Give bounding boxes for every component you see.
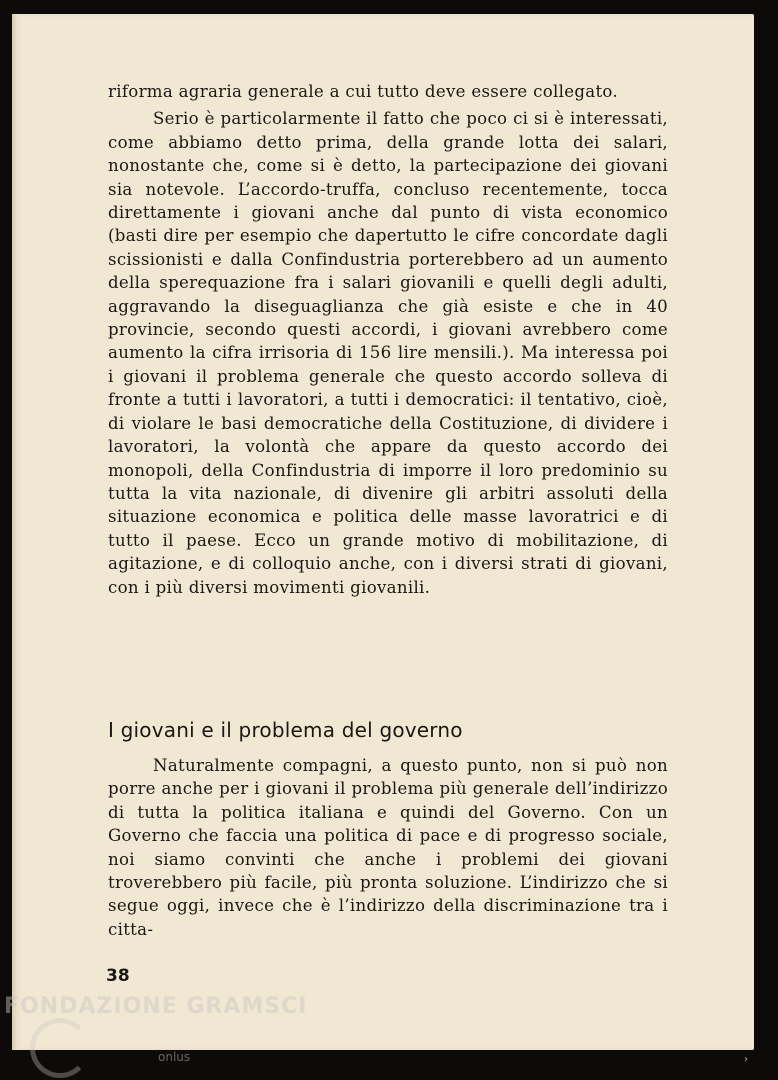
watermark-subtext: onlus xyxy=(158,1050,191,1064)
paragraph-continued: riforma agraria generale a cui tutto deve essere collegato. xyxy=(108,82,619,101)
watermark-logo-icon xyxy=(30,1018,90,1078)
paragraph-section: Naturalmente compagni, a questo punto, non si può non porre anche per i giovani il problema più generale dell’indirizzo di tutta la politica italiana e quindi del Governo. Con un Governo che faccia una politica di pace e di progresso sociale, noi siamo convinti che anche i problemi dei giovani troverebbero più facile, più pronta soluzione. L’indirizzo che si segue oggi, invece che è l’indirizzo della discriminazione tra i citta- xyxy=(108,756,668,939)
paragraph-main: Serio è particolarmente il fatto che poco ci si è interessati, come abbiamo detto prima, della grande lotta dei salari, nonostante che, come si è detto, la partecipazione dei giovani sia notevole. L’accordo-truffa, concluso recentemente, tocca direttamente i giovani anche dal punto di vista economico (basti dire per esempio che dapertutto le cifre concordate dagli scissionisti e dalla Confindustria porterebbero ad un aumento della sperequazione fra i salari giovanili e quelli degli adulti, aggravando la diseguaglianza che già esiste e che in 40 provincie, secondo questi accordi, i giovani avrebbero come aumento la cifra irrisoria di 156 lire mensili.). Ma interessa poi i giovani il problema generale che questo accordo solleva di fronte a tutti i lavoratori, a tutti i democratici: il tentativo, cioè, di violare le basi democratiche della Costituzione, di dividere i lavoratori, la volontà che appare da questo accordo dei monopoli, della Confindustria di imporre il loro predominio su tutta la vita nazionale, di divenire gli arbitri assoluti della situazione economica e politica delle masse lavoratrici e di tutto il paese. Ecco un grande motivo di mobilitazione, di agitazione, e di colloquio anche, con i diversi strati di giovani, con i più diversi movimenti giovanili. xyxy=(108,109,668,597)
body-text-top xyxy=(108,80,668,599)
body-text-bottom xyxy=(108,754,668,941)
corner-mark: › xyxy=(744,1054,748,1065)
page-binding-edge xyxy=(12,14,18,1050)
watermark-text: FONDAZIONE GRAMSCI xyxy=(4,994,308,1019)
page-number: 38 xyxy=(106,966,130,986)
section-heading: I giovani e il problema del governo xyxy=(108,718,463,742)
